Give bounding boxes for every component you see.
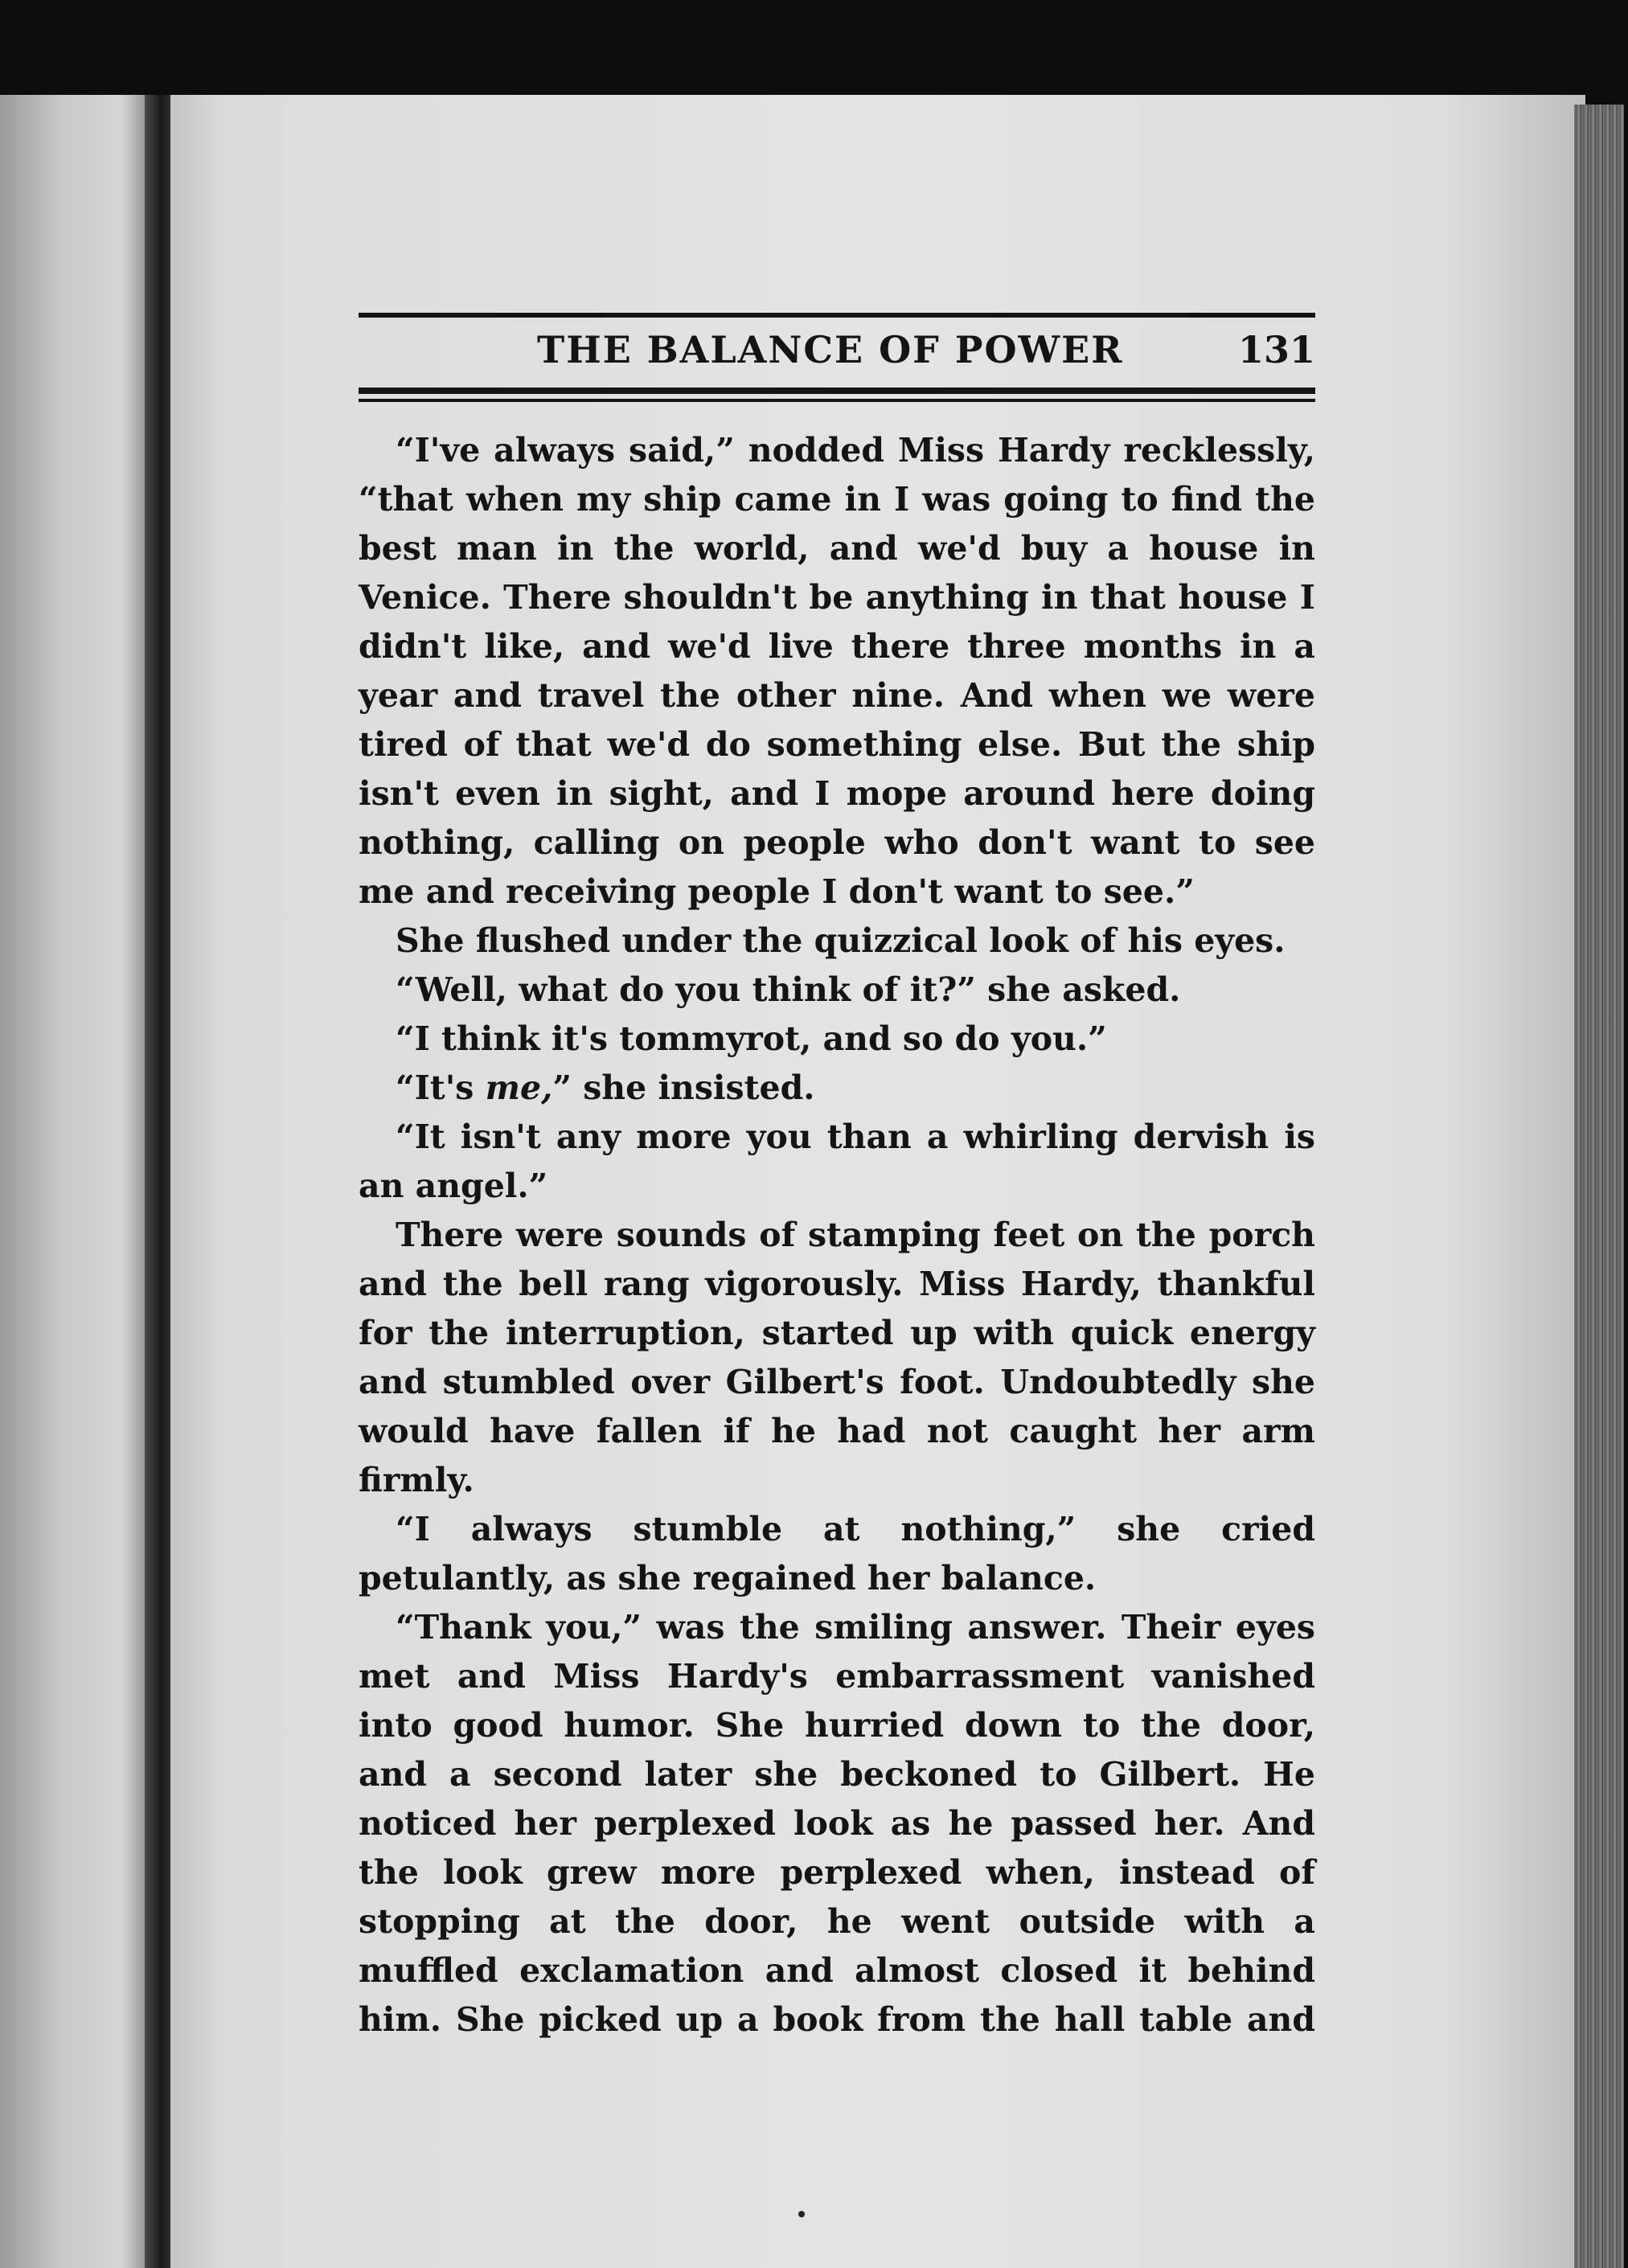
emphasis: me,	[485, 1068, 553, 1107]
page-number: 131	[1237, 328, 1315, 371]
body-text	[359, 426, 1315, 2044]
running-header	[359, 328, 1315, 378]
paragraph: “I always stumble at nothing,” she cried petulantly, as she regained her balance.	[359, 1510, 1315, 1597]
paragraph: “It isn't any more you than a whirling dervish is an angel.”	[359, 1118, 1315, 1205]
paragraph: “I've always said,” nodded Miss Hardy recklessly, “that when my ship came in I was going to find the best man in the world, and we'd buy a house in Venice. There shouldn't be anything in that house I didn't like, and we'd live there three months in a year and travel the other nine. And when we were tired of that we'd do something else. But the ship isn't even in sight, and I mope around here doing nothing, calling on people who don't want to see me and receiving people I don't want to see.”	[359, 431, 1315, 911]
book-gutter	[145, 95, 172, 2268]
paragraph: “I think it's tommyrot, and so do you.”	[396, 1019, 1107, 1058]
paragraph-text: “It's	[396, 1068, 486, 1107]
paragraph: There were sounds of stamping feet on the porch and the bell rang vigorously. Miss Hardy, thankful for the interruption, started up with quick energy and stumbled over Gilbert's foot. Undoubtedly she would have fallen if he had not caught her arm firmly.	[359, 1216, 1315, 1499]
header-bottom-rule-thick	[359, 388, 1315, 394]
paragraph-text: ” she insisted.	[552, 1068, 815, 1107]
paragraph: “Thank you,” was the smiling answer. Their eyes met and Miss Hardy's embarrassment vanished into good humor. She hurried down to the door, and a second later she beckoned to Gilbert. He noticed her perplexed look as he passed her. And the look grew more perplexed when, instead of stopping at the door, he went outside with a muffled exclamation and almost closed it behind him. She picked up a book from the hall table and	[359, 1608, 1315, 2039]
page-speck	[798, 2211, 805, 2217]
paragraph: She flushed under the quizzical look of his eyes.	[396, 921, 1286, 960]
header-top-rule	[359, 313, 1315, 318]
paragraph	[359, 1064, 1315, 1113]
page-stack-edge	[1574, 105, 1624, 2268]
facing-page-edge	[0, 95, 151, 2268]
running-title: THE BALANCE OF POWER	[537, 328, 1124, 371]
header-bottom-rule-thin	[359, 399, 1315, 402]
paragraph: “Well, what do you think of it?” she asked.	[396, 970, 1181, 1009]
